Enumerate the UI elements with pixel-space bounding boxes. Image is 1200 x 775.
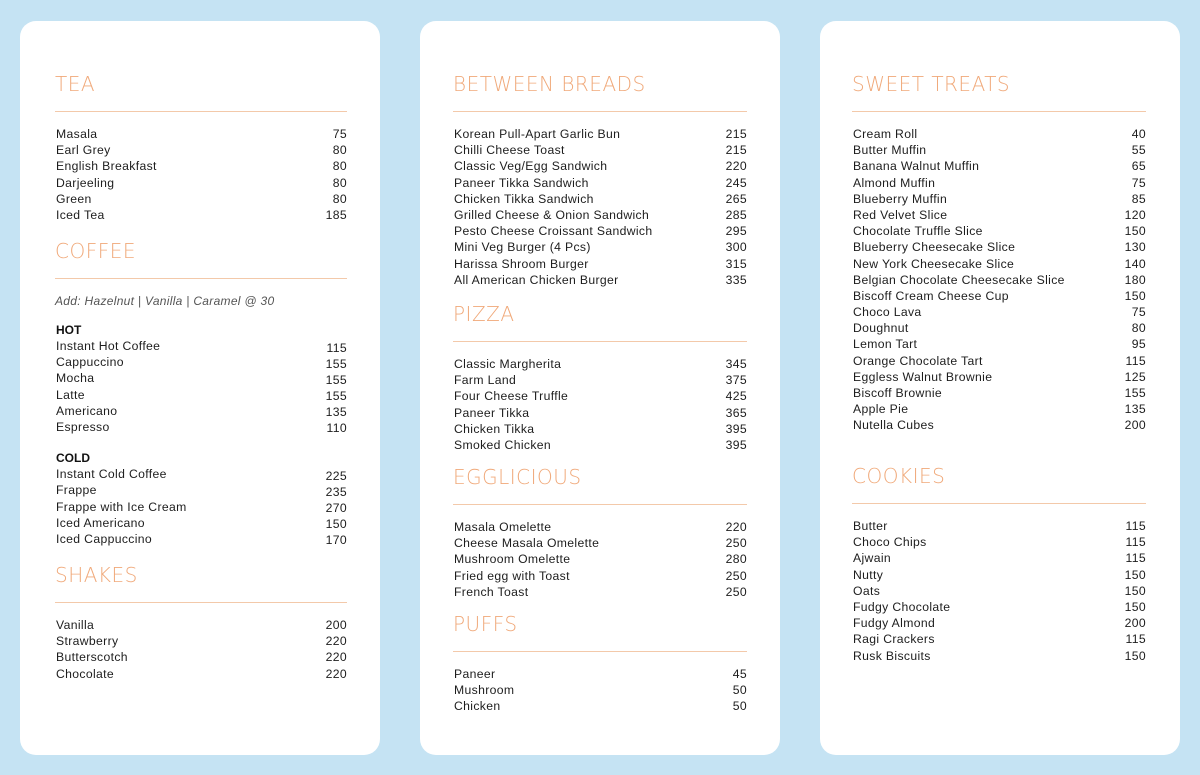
- item-name: Ajwain: [853, 551, 892, 566]
- item-price: 170: [325, 533, 347, 548]
- item-name: Iced Americano: [56, 515, 145, 530]
- subsection-title-hot: HOT: [56, 323, 82, 337]
- menu-item: [453, 551, 747, 567]
- item-name: Butterscotch: [56, 650, 128, 665]
- item-name: Green: [56, 191, 92, 206]
- menu-card-3: [820, 21, 1180, 755]
- item-price: 150: [1124, 567, 1146, 582]
- subsection-title-cold: COLD: [56, 451, 90, 466]
- menu-item: [453, 142, 747, 158]
- item-name: Instant Hot Coffee: [56, 339, 161, 353]
- item-name: Chilli Cheese Toast: [454, 143, 565, 158]
- item-name: Pesto Cheese Croissant Sandwich: [454, 224, 653, 239]
- item-price: 115: [1125, 551, 1146, 566]
- menu-item: [453, 158, 747, 174]
- item-name: Banana Walnut Muffin: [853, 159, 980, 174]
- item-name: Chicken: [454, 699, 501, 714]
- menu-item: [55, 531, 347, 547]
- item-price: 115: [1125, 632, 1146, 647]
- menu-item: [55, 515, 347, 531]
- item-list: [852, 126, 1146, 434]
- item-list: [453, 126, 747, 288]
- item-price: 250: [725, 536, 747, 551]
- item-name: Paneer Tikka Sandwich: [454, 175, 589, 190]
- section-egglicious: [453, 464, 747, 600]
- section-title: EGGLICIOUS: [453, 465, 582, 489]
- item-price: 185: [325, 207, 347, 222]
- item-name: Masala: [56, 127, 98, 141]
- item-name: Blueberry Cheesecake Slice: [853, 240, 1016, 255]
- item-name: Butter Muffin: [853, 143, 927, 158]
- item-price: 395: [725, 437, 747, 452]
- menu-item: [453, 207, 747, 223]
- menu-item: [852, 336, 1146, 352]
- item-list: [453, 519, 747, 600]
- item-price: 200: [1124, 616, 1146, 631]
- divider: [453, 504, 747, 505]
- item-price: 55: [1131, 143, 1146, 158]
- menu-item: [453, 372, 747, 388]
- menu-item: [852, 615, 1146, 631]
- menu-item: [852, 567, 1146, 583]
- item-name: Iced Tea: [56, 207, 105, 222]
- item-name: Farm Land: [454, 373, 517, 388]
- item-name: Butter: [853, 519, 888, 533]
- item-price: 150: [325, 517, 347, 532]
- menu-item: [852, 385, 1146, 401]
- item-name: Instant Cold Coffee: [56, 467, 167, 482]
- item-name: Apple Pie: [853, 402, 909, 417]
- menu-item: [453, 239, 747, 255]
- item-price: 250: [725, 568, 747, 583]
- item-name: Grilled Cheese & Onion Sandwich: [454, 207, 650, 222]
- item-name: Lemon Tart: [853, 337, 918, 352]
- item-name: Almond Muffin: [853, 175, 936, 190]
- item-price: 250: [725, 584, 747, 599]
- item-name: Chocolate: [56, 666, 115, 681]
- item-name: Mocha: [56, 371, 95, 386]
- divider: [852, 503, 1146, 504]
- item-name: Rusk Biscuits: [853, 648, 931, 663]
- item-price: 335: [725, 272, 747, 287]
- section-pizza: [453, 301, 747, 453]
- menu-item: [453, 584, 747, 600]
- item-price: 155: [325, 372, 347, 387]
- item-price: 220: [325, 634, 347, 649]
- item-name: Paneer Tikka: [454, 405, 530, 420]
- item-price: 95: [1131, 337, 1146, 352]
- item-name: Korean Pull-Apart Garlic Bun: [454, 127, 621, 141]
- item-list: [852, 518, 1146, 664]
- menu-item: [453, 405, 747, 421]
- menu-item: [852, 142, 1146, 158]
- menu-item: [55, 175, 347, 191]
- item-name: Masala Omelette: [454, 520, 552, 534]
- item-price: 80: [332, 191, 347, 206]
- item-price: 40: [1131, 127, 1146, 141]
- item-price: 220: [725, 520, 747, 534]
- item-list: [55, 466, 347, 547]
- item-price: 75: [1131, 175, 1146, 190]
- item-price: 395: [725, 421, 747, 436]
- item-price: 315: [725, 256, 747, 271]
- section-between-breads: [453, 71, 747, 288]
- item-name: Chicken Tikka Sandwich: [454, 191, 594, 206]
- item-name: Espresso: [56, 419, 110, 434]
- menu-item: [852, 353, 1146, 369]
- item-price: 75: [1131, 305, 1146, 320]
- menu-item: [453, 421, 747, 437]
- menu-item: [852, 175, 1146, 191]
- item-price: 65: [1131, 159, 1146, 174]
- item-name: Nutty: [853, 567, 884, 582]
- menu-item: [55, 126, 347, 142]
- menu-item: [55, 403, 347, 419]
- item-price: 220: [325, 650, 347, 665]
- item-price: 50: [732, 683, 747, 698]
- item-name: Choco Lava: [853, 305, 922, 320]
- menu-item: [55, 354, 347, 370]
- item-price: 150: [1124, 583, 1146, 598]
- item-list: [55, 338, 347, 435]
- item-price: 215: [725, 127, 747, 141]
- section-cookies: [852, 463, 1146, 664]
- item-name: Latte: [56, 387, 85, 402]
- item-price: 375: [725, 373, 747, 388]
- menu-item: [852, 239, 1146, 255]
- item-price: 180: [1124, 272, 1146, 287]
- item-price: 80: [332, 143, 347, 158]
- menu-item: [852, 401, 1146, 417]
- divider: [55, 278, 347, 279]
- menu-item: [852, 126, 1146, 142]
- menu-item: [55, 617, 347, 633]
- menu-item: [852, 417, 1146, 433]
- menu-item: [852, 191, 1146, 207]
- menu-item: [852, 207, 1146, 223]
- menu-item: [852, 272, 1146, 288]
- item-name: Darjeeling: [56, 175, 115, 190]
- item-price: 295: [725, 224, 747, 239]
- item-price: 135: [325, 405, 347, 420]
- item-price: 75: [332, 127, 347, 141]
- section-title: SHAKES: [55, 563, 138, 587]
- item-name: Fried egg with Toast: [454, 568, 570, 583]
- menu-item: [453, 666, 747, 682]
- item-name: Fudgy Almond: [853, 616, 936, 631]
- item-price: 155: [325, 389, 347, 404]
- item-name: Oats: [853, 583, 881, 598]
- item-price: 200: [325, 618, 347, 632]
- item-price: 50: [732, 699, 747, 714]
- item-list: [55, 126, 347, 223]
- item-price: 150: [1124, 648, 1146, 663]
- menu-item: [453, 223, 747, 239]
- item-price: 225: [325, 468, 347, 483]
- menu-item: [852, 256, 1146, 272]
- section-coffee: [55, 238, 347, 547]
- menu-item: [55, 499, 347, 515]
- menu-item: [852, 648, 1146, 664]
- item-price: 150: [1124, 224, 1146, 239]
- item-list: [453, 356, 747, 453]
- item-price: 140: [1124, 256, 1146, 271]
- item-price: 115: [1125, 519, 1146, 533]
- divider: [55, 602, 347, 603]
- menu-card-1: [20, 21, 380, 755]
- menu-item: [453, 272, 747, 288]
- menu-card-2: [420, 21, 780, 755]
- item-list: [453, 666, 747, 715]
- item-price: 345: [725, 357, 747, 371]
- menu-item: [55, 207, 347, 223]
- section-title: PUFFS: [453, 612, 518, 636]
- menu-item: [55, 482, 347, 498]
- divider: [453, 651, 747, 652]
- item-price: 110: [326, 421, 347, 436]
- menu-item: [852, 320, 1146, 336]
- section-title: BETWEEN BREADS: [453, 72, 646, 96]
- menu-item: [852, 158, 1146, 174]
- menu-item: [453, 126, 747, 142]
- menu-item: [852, 631, 1146, 647]
- item-price: 80: [332, 175, 347, 190]
- item-price: 115: [1125, 353, 1146, 368]
- item-price: 365: [725, 405, 747, 420]
- item-name: Blueberry Muffin: [853, 191, 948, 206]
- item-name: Fudgy Chocolate: [853, 599, 951, 614]
- menu-item: [852, 534, 1146, 550]
- item-price: 125: [1124, 369, 1146, 384]
- item-price: 115: [326, 340, 347, 355]
- item-name: Smoked Chicken: [454, 437, 552, 452]
- item-name: Nutella Cubes: [853, 418, 935, 433]
- item-name: Harissa Shroom Burger: [454, 256, 589, 271]
- item-price: 130: [1124, 240, 1146, 255]
- item-name: Paneer: [454, 667, 496, 681]
- item-name: English Breakfast: [56, 159, 157, 174]
- item-price: 265: [725, 191, 747, 206]
- item-price: 245: [725, 175, 747, 190]
- section-title: TEA: [55, 72, 96, 96]
- item-name: French Toast: [454, 584, 529, 599]
- item-price: 235: [325, 484, 347, 499]
- section-shakes: [55, 562, 347, 682]
- menu-item: [55, 191, 347, 207]
- menu-item: [453, 388, 747, 404]
- item-price: 150: [1124, 288, 1146, 303]
- item-price: 120: [1124, 207, 1146, 222]
- section-title: COFFEE: [55, 239, 136, 263]
- item-price: 155: [325, 356, 347, 371]
- item-name: Iced Cappuccino: [56, 531, 153, 546]
- item-name: Doughnut: [853, 321, 909, 336]
- item-name: Classic Veg/Egg Sandwich: [454, 159, 608, 174]
- menu-item: [453, 682, 747, 698]
- item-price: 85: [1131, 191, 1146, 206]
- item-name: Cheese Masala Omelette: [454, 536, 600, 551]
- menu-item: [55, 649, 347, 665]
- menu-item: [852, 369, 1146, 385]
- item-name: Frappe: [56, 483, 97, 498]
- menu-item: [453, 356, 747, 372]
- item-name: Red Velvet Slice: [853, 207, 948, 222]
- item-price: 215: [725, 143, 747, 158]
- menu-item: [55, 142, 347, 158]
- item-name: Earl Grey: [56, 143, 111, 158]
- section-title: PIZZA: [453, 302, 515, 326]
- item-name: Americano: [56, 403, 118, 418]
- item-price: 115: [1125, 535, 1146, 550]
- item-price: 280: [725, 552, 747, 567]
- item-price: 220: [725, 159, 747, 174]
- item-name: Mushroom Omelette: [454, 552, 571, 567]
- item-price: 45: [732, 667, 747, 681]
- item-name: Orange Chocolate Tart: [853, 353, 983, 368]
- item-list: [55, 617, 347, 682]
- item-name: Classic Margherita: [454, 357, 562, 371]
- item-price: 300: [725, 240, 747, 255]
- divider: [453, 341, 747, 342]
- item-name: Chicken Tikka: [454, 421, 535, 436]
- item-price: 200: [1124, 418, 1146, 433]
- section-tea: [55, 71, 347, 223]
- section-title: COOKIES: [852, 464, 946, 488]
- menu-item: [453, 175, 747, 191]
- menu-item: [55, 370, 347, 386]
- item-name: Mini Veg Burger (4 Pcs): [454, 240, 591, 255]
- menu-item: [453, 519, 747, 535]
- item-name: Biscoff Brownie: [853, 386, 943, 400]
- menu-item: [852, 550, 1146, 566]
- section-sweet-treats: [852, 71, 1146, 434]
- menu-item: [55, 338, 347, 354]
- menu-item: [453, 568, 747, 584]
- item-name: Frappe with Ice Cream: [56, 499, 187, 514]
- menu-item: [852, 583, 1146, 599]
- menu-item: [852, 304, 1146, 320]
- menu-item: [55, 158, 347, 174]
- item-name: Mushroom: [454, 683, 515, 698]
- addon-note: Add: Hazelnut | Vanilla | Caramel @ 30: [55, 294, 275, 308]
- item-price: 220: [325, 666, 347, 681]
- section-puffs: [453, 611, 747, 715]
- menu-item: [453, 191, 747, 207]
- item-name: Four Cheese Truffle: [454, 389, 569, 404]
- item-name: Strawberry: [56, 634, 119, 649]
- menu-item: [453, 437, 747, 453]
- item-price: 80: [332, 159, 347, 174]
- item-name: Chocolate Truffle Slice: [853, 224, 983, 239]
- item-name: Belgian Chocolate Cheesecake Slice: [853, 272, 1065, 287]
- menu-item: [55, 633, 347, 649]
- menu-item: [55, 387, 347, 403]
- menu-item: [55, 466, 347, 482]
- item-name: New York Cheesecake Slice: [853, 256, 1015, 271]
- item-name: All American Chicken Burger: [454, 272, 619, 287]
- menu-item: [852, 223, 1146, 239]
- item-price: 80: [1131, 321, 1146, 336]
- item-price: 150: [1124, 599, 1146, 614]
- item-name: Biscoff Cream Cheese Cup: [853, 288, 1009, 303]
- divider: [852, 111, 1146, 112]
- divider: [453, 111, 747, 112]
- item-price: 135: [1124, 402, 1146, 417]
- menu-item: [852, 518, 1146, 534]
- item-name: Choco Chips: [853, 535, 927, 550]
- item-name: Eggless Walnut Brownie: [853, 369, 993, 384]
- menu-item: [453, 535, 747, 551]
- item-price: 155: [1124, 386, 1146, 400]
- item-name: Ragi Crackers: [853, 632, 935, 647]
- menu-item: [55, 419, 347, 435]
- divider: [55, 111, 347, 112]
- menu-item: [852, 599, 1146, 615]
- item-price: 285: [725, 207, 747, 222]
- menu-item: [453, 698, 747, 714]
- item-name: Cream Roll: [853, 127, 918, 141]
- item-name: Vanilla: [56, 618, 95, 632]
- menu-item: [852, 288, 1146, 304]
- menu-item: [453, 256, 747, 272]
- item-name: Cappuccino: [56, 355, 124, 370]
- item-price: 270: [325, 501, 347, 515]
- section-title: SWEET TREATS: [852, 72, 1011, 96]
- item-price: 425: [725, 389, 747, 404]
- menu-item: [55, 666, 347, 682]
